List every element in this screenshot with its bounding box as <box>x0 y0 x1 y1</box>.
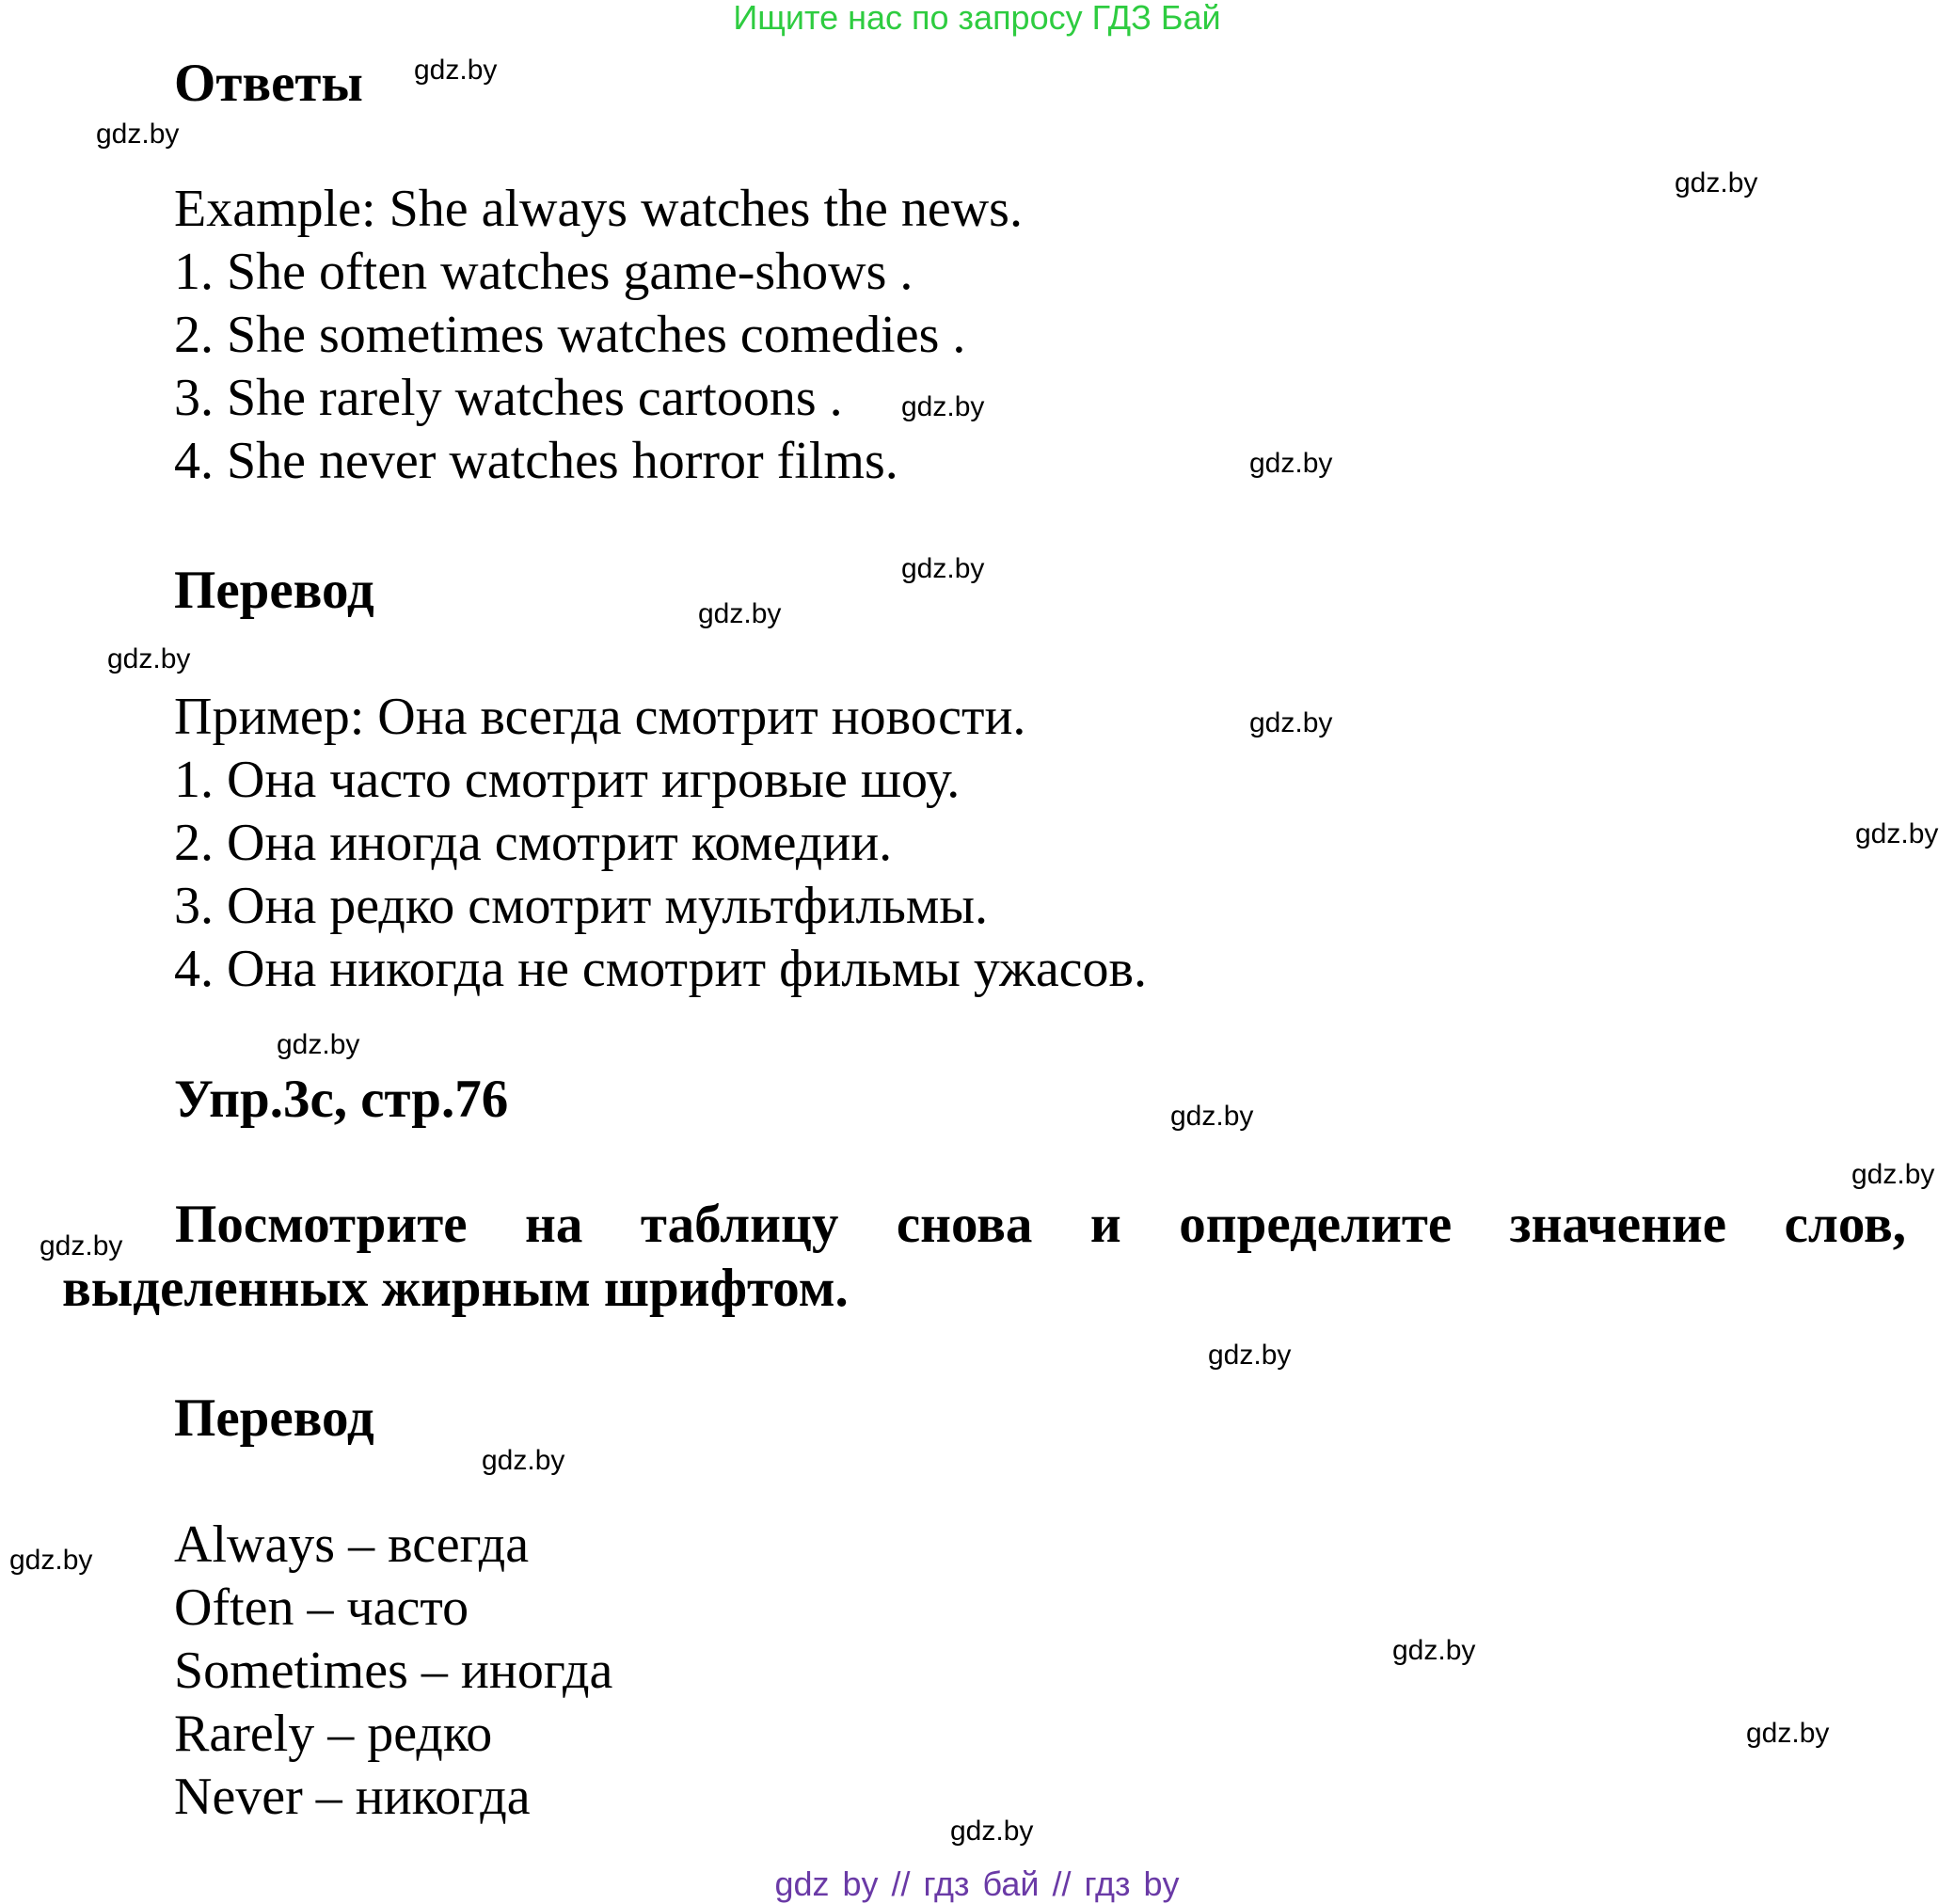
watermark: gdz.by <box>482 1445 565 1476</box>
watermark: gdz.by <box>1855 818 1939 849</box>
exercise-task <box>62 1193 1906 1321</box>
watermark: gdz.by <box>698 598 782 629</box>
answer-line-1: 1. She often watches game-shows . <box>174 243 913 301</box>
translation-line-1: 1. Она часто смотрит игровые шоу. <box>174 751 961 809</box>
watermark: gdz.by <box>1208 1340 1292 1371</box>
watermark: gdz.by <box>40 1230 123 1261</box>
watermark: gdz.by <box>1851 1159 1935 1190</box>
translation-line-example: Пример: Она всегда смотрит новости. <box>174 688 1026 746</box>
watermark: gdz.by <box>96 119 180 150</box>
watermark: gdz.by <box>1170 1101 1254 1132</box>
answer-line-example: Example: She always watches the news. <box>174 180 1023 238</box>
word-line-sometimes: Sometimes – иногда <box>174 1642 613 1700</box>
translation-line-3: 3. Она редко смотрит мультфильмы. <box>174 877 988 935</box>
translation-heading-1: Перевод <box>174 561 374 620</box>
translation-line-4: 4. Она никогда не смотрит фильмы ужасов. <box>174 940 1147 998</box>
watermark: gdz.by <box>1392 1635 1476 1666</box>
watermark: gdz.by <box>901 553 985 584</box>
word-line-often: Often – часто <box>174 1579 469 1637</box>
word-line-never: Never – никогда <box>174 1768 531 1826</box>
word-line-always: Always – всегда <box>174 1515 530 1574</box>
answers-heading: Ответы <box>174 54 363 113</box>
watermark: gdz.by <box>901 391 985 422</box>
top-banner: Ищите нас по запросу ГДЗ Бай <box>733 0 1221 37</box>
watermark: gdz.by <box>1249 707 1333 738</box>
translation-heading-2: Перевод <box>174 1388 374 1448</box>
exercise-heading: Упр.3с, стр.76 <box>174 1070 509 1129</box>
answer-line-2: 2. She sometimes watches comedies . <box>174 306 966 364</box>
watermark: gdz.by <box>414 55 498 86</box>
watermark: gdz.by <box>1675 167 1758 198</box>
translation-line-2: 2. Она иногда смотрит комедии. <box>174 814 893 872</box>
watermark: gdz.by <box>277 1029 360 1060</box>
word-line-rarely: Rarely – редко <box>174 1705 493 1763</box>
exercise-task-text: Посмотрите на таблицу снова и определите значение слов, выделенных жирным шрифтом. <box>62 1195 1906 1318</box>
watermark: gdz.by <box>1249 448 1333 479</box>
watermark: gdz.by <box>950 1816 1034 1847</box>
watermark: gdz.by <box>1746 1718 1830 1749</box>
answer-line-3: 3. She rarely watches cartoons . <box>174 369 843 427</box>
answer-line-4: 4. She never watches horror films. <box>174 432 898 490</box>
watermark: gdz.by <box>107 643 191 674</box>
bottom-banner: gdz by // гдз бай // гдз by <box>774 1864 1180 1903</box>
watermark: gdz.by <box>9 1545 93 1576</box>
